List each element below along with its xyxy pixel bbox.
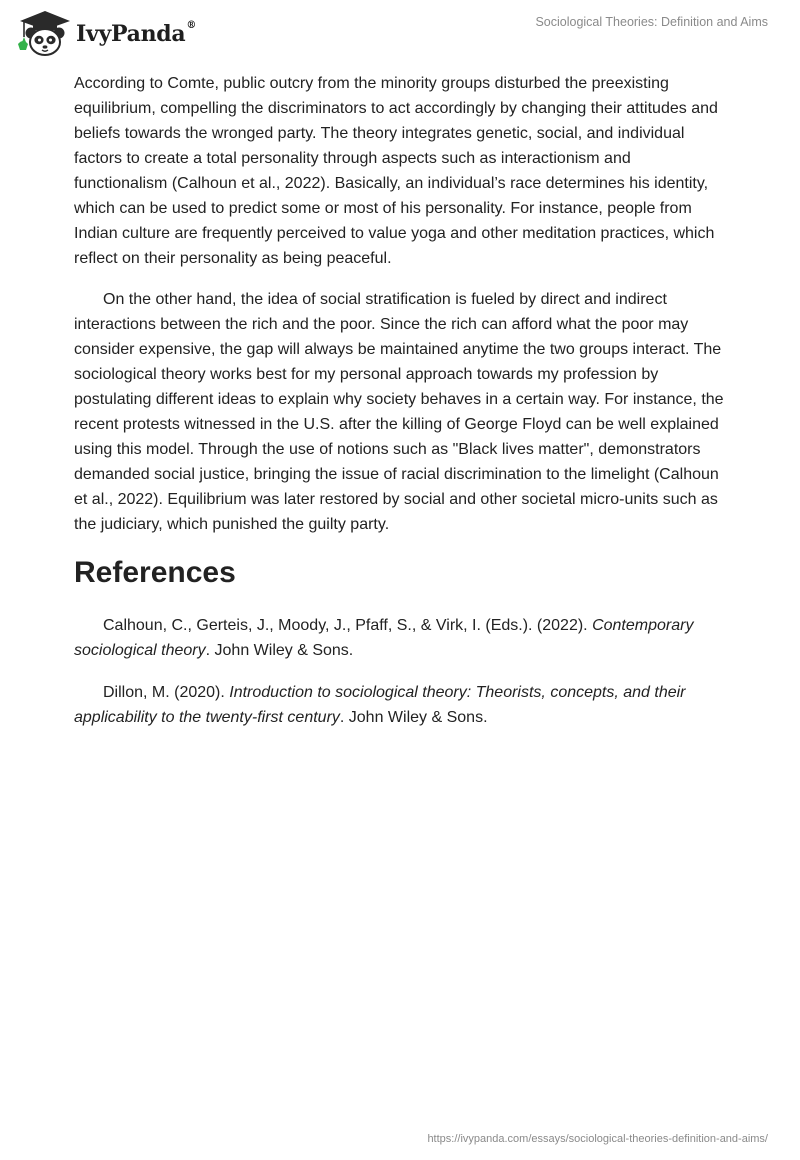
reference-item	[74, 680, 728, 730]
body-paragraph: According to Comte, public outcry from the minority groups disturbed the preexisting equilibrium, compelling the discriminators to act accordingly by changing their attitudes and beliefs towards the wronged party. The theory integrates genetic, social, and individual factors to create a total personality through aspects such as interactionism and functionalism (Calhoun et al., 2022). Basically, an individual’s race determines his identity, which can be used to predict some or most of his personality. For instance, people from Indian culture are frequently perceived to value yoga and other meditation practices, which reflect on their personality as being peaceful.	[74, 75, 718, 267]
body-paragraph: On the other hand, the idea of social stratification is fueled by direct and indirect interactions between the rich and the poor. Since the rich can afford what the poor may consider expensive, the gap will always be maintained anytime the two groups interact. The sociological theory works best for my personal approach towards my profession by postulating different ideas to explain why society behaves in a certain way. For instance, the recent protests witnessed in the U.S. after the killing of George Floyd can be well explained using this model. Through the use of notions such as "Black lives matter", demonstrators demanded social justice, bringing the issue of racial discrimination to the limelight (Calhoun et al., 2022). Equilibrium was later restored by social and other societal micro-units such as the judiciary, which punished the guilty party.	[74, 291, 724, 533]
reference-authors: Dillon, M. (2020).	[103, 684, 230, 701]
panda-graduation-cap-icon	[14, 8, 76, 58]
brand-name: IvyPanda®	[76, 19, 197, 47]
reference-publisher: . John Wiley & Sons.	[205, 642, 354, 659]
references-heading: References	[74, 556, 236, 589]
reference-title: Introduction to sociological theory: Theorists, concepts, and their applicability to the twenty-first century	[74, 684, 686, 726]
essay-content	[74, 71, 728, 747]
reference-publisher: . John Wiley & Sons.	[339, 709, 488, 726]
source-url-link[interactable]: https://ivypanda.com/essays/sociological-theories-definition-and-aims/	[427, 1133, 768, 1145]
document-title: Sociological Theories: Definition and Aims	[535, 15, 768, 29]
reference-title: Contemporary sociological theory	[74, 617, 694, 659]
ivypanda-logo[interactable]	[14, 8, 196, 58]
reference-authors: Calhoun, C., Gerteis, J., Moody, J., Pfaff, S., & Virk, I. (Eds.). (2022).	[103, 617, 593, 634]
page-header	[0, 0, 800, 64]
reference-item	[74, 613, 728, 663]
